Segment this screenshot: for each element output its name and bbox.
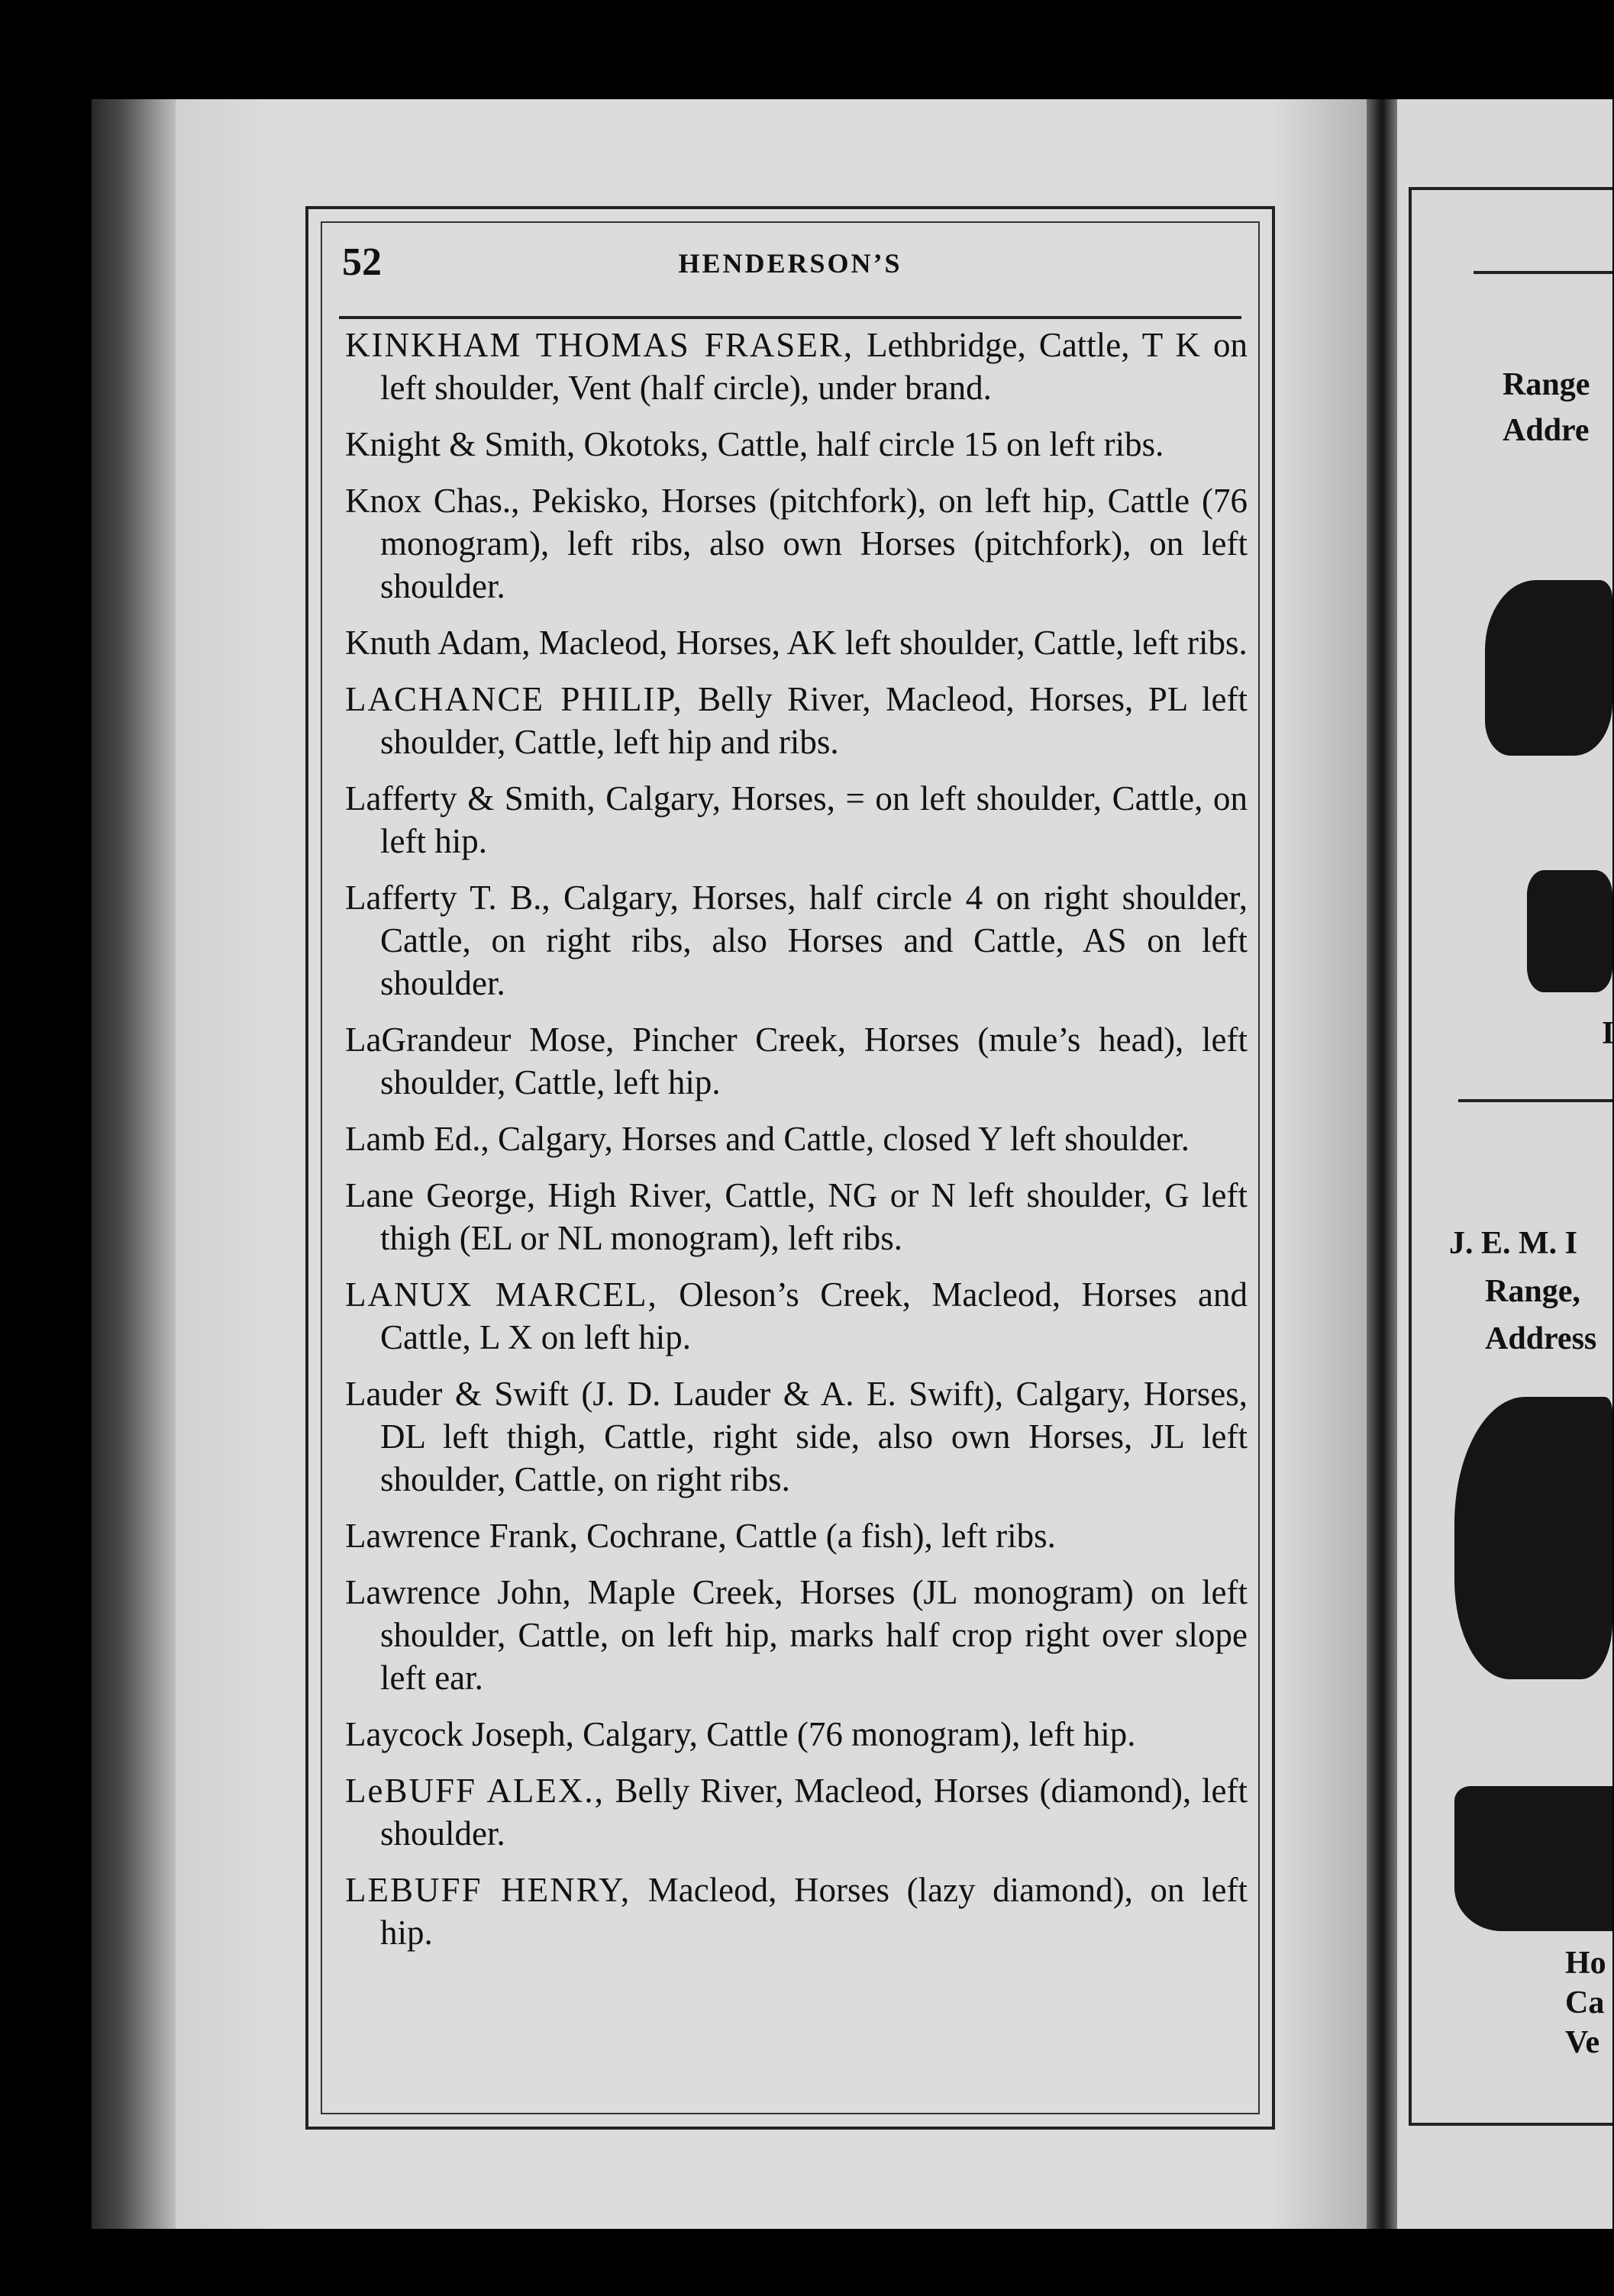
entry-details: Pekisko, Horses (pitchfork), on left hip, Cattle (76 monogram), left ribs, also own Horses (pitchfork), on left shoulder. xyxy=(380,482,1248,605)
right-fragment-jem: J. E. M. I xyxy=(1449,1226,1577,1261)
directory-entry xyxy=(345,1713,1248,1756)
directory-entry xyxy=(345,621,1248,664)
right-fragment-i: I xyxy=(1602,1016,1614,1051)
entry-details: Calgary, Horses and Cattle, closed Y left shoulder. xyxy=(489,1120,1190,1158)
directory-entry xyxy=(345,678,1248,763)
horse-illustration-ground xyxy=(1454,1786,1612,1931)
entry-details: Calgary, Cattle (76 monogram), left hip. xyxy=(573,1715,1136,1753)
entry-name: LANUX MARCEL, xyxy=(345,1275,658,1314)
entry-details: Calgary, Horses, half circle 4 on right shoulder, Cattle, on right ribs, also Horses and Cattle, AS on left shoulder. xyxy=(380,879,1248,1002)
entry-name: Laycock Joseph, xyxy=(345,1715,574,1753)
book-edge xyxy=(92,99,176,2229)
entry-name: LEBUFF HENRY, xyxy=(345,1871,631,1909)
entry-name: Lauder & Swift xyxy=(345,1375,569,1413)
directory-entry xyxy=(345,1514,1248,1557)
entry-name: Knox Chas., xyxy=(345,482,520,520)
page-gutter xyxy=(1367,99,1397,2229)
entry-name: Lafferty & Smith, xyxy=(345,779,596,817)
running-head: HENDERSON’S xyxy=(678,248,902,279)
entry-name: Lawrence Frank, xyxy=(345,1517,578,1555)
directory-entry xyxy=(345,324,1248,409)
directory-entry xyxy=(345,479,1248,608)
right-fragment-ho: Ho xyxy=(1565,1946,1606,1981)
directory-entry xyxy=(345,1117,1248,1160)
cattle-illustration xyxy=(1485,580,1612,756)
entry-details: Pincher Creek, Horses (mule’s head), left shoulder, Cattle, left hip. xyxy=(380,1021,1248,1101)
page-number: 52 xyxy=(342,240,382,284)
entry-details: Belly River, Macleod, Horses, PL left shoulder, Cattle, left hip and ribs. xyxy=(380,680,1248,761)
entry-name: LeBUFF ALEX., xyxy=(345,1772,605,1810)
entry-details: Oleson’s Creek, Macleod, Horses and Cattle, L X on left hip. xyxy=(380,1275,1248,1356)
directory-entries xyxy=(345,324,1248,1968)
entry-name: Knuth Adam, xyxy=(345,624,531,662)
horse-illustration xyxy=(1454,1397,1612,1679)
text-frame xyxy=(305,206,1275,2130)
cattle-illustration-legs xyxy=(1527,870,1612,992)
entry-details: High River, Cattle, NG or N left shoulder, G left thigh (EL or NL monogram), left ribs. xyxy=(380,1176,1248,1257)
directory-entry xyxy=(345,423,1248,466)
directory-entry xyxy=(345,1372,1248,1501)
entry-name: Knight & Smith, xyxy=(345,425,576,463)
directory-entry xyxy=(345,1174,1248,1259)
right-fragment-range-2: Range, xyxy=(1485,1274,1580,1309)
directory-entry xyxy=(345,777,1248,863)
entry-details: Cochrane, Cattle (a fish), left ribs. xyxy=(577,1517,1056,1555)
page-header xyxy=(342,240,1238,293)
entry-details: (J. D. Lauder & A. E. Swift), Calgary, Horses, DL left thigh, Cattle, right side, also own Horses, JL left shoulder, Cattle, on right ribs. xyxy=(380,1375,1248,1498)
entry-name: Lafferty T. B., xyxy=(345,879,550,917)
directory-entry xyxy=(345,876,1248,1004)
directory-entry xyxy=(345,1869,1248,1954)
entry-details: Calgary, Horses, = on left shoulder, Cattle, on left hip. xyxy=(380,779,1248,860)
right-fragment-range: Range xyxy=(1503,367,1590,402)
entry-name: KINKHAM THOMAS FRASER, xyxy=(345,326,854,364)
entry-name: LACHANCE PHILIP, xyxy=(345,680,683,718)
right-fragment-address-2: Address xyxy=(1485,1321,1597,1356)
entry-name: Lawrence John, xyxy=(345,1573,571,1611)
directory-entry xyxy=(345,1571,1248,1699)
right-fragment-ve: Ve xyxy=(1565,2025,1600,2060)
directory-entry xyxy=(345,1769,1248,1855)
right-page-rule xyxy=(1474,271,1612,274)
right-fragment-ca: Ca xyxy=(1565,1985,1605,2020)
directory-entry xyxy=(345,1018,1248,1104)
entry-details: Okotoks, Cattle, half circle 15 on left ribs. xyxy=(575,425,1164,463)
entry-details: Lethbridge, Cattle, T K on left shoulder, Vent (half circle), under brand. xyxy=(380,326,1248,407)
entry-name: Lamb Ed., xyxy=(345,1120,489,1158)
header-rule xyxy=(339,316,1241,319)
entry-name: LaGrandeur Mose, xyxy=(345,1021,615,1059)
entry-details: Macleod, Horses, AK left shoulder, Cattle, left ribs. xyxy=(530,624,1248,662)
entry-details: Macleod, Horses (lazy diamond), on left hip. xyxy=(380,1871,1248,1952)
entry-name: Lane George, xyxy=(345,1176,536,1214)
entry-details: Belly River, Macleod, Horses (diamond), left shoulder. xyxy=(380,1772,1248,1853)
directory-entry xyxy=(345,1273,1248,1359)
right-fragment-address: Addre xyxy=(1503,413,1590,448)
right-page-rule-2 xyxy=(1458,1099,1612,1102)
entry-details: Maple Creek, Horses (JL monogram) on left shoulder, Cattle, on left hip, marks half crop right over slope left ear. xyxy=(380,1573,1248,1697)
